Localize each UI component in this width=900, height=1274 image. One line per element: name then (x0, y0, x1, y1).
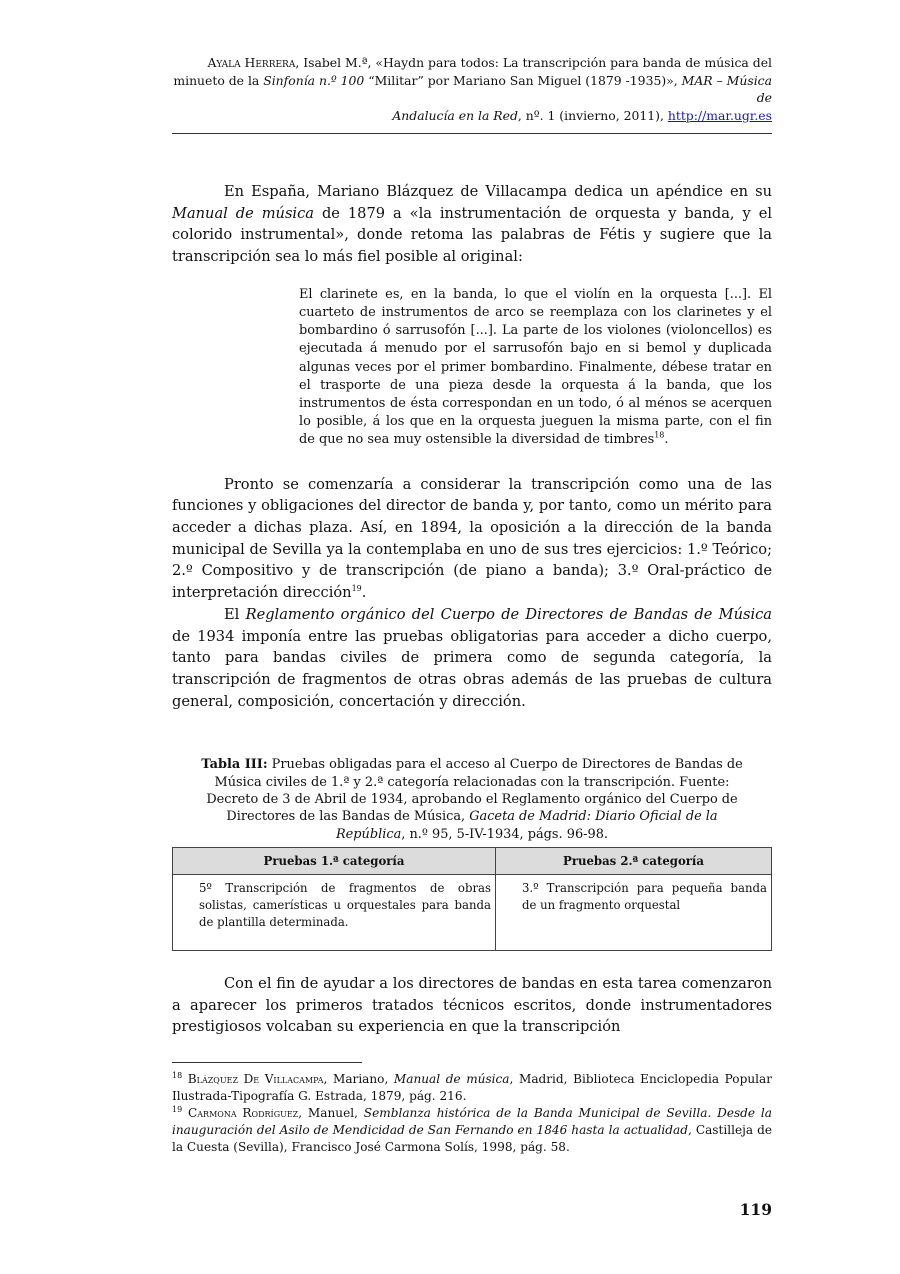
paragraph-4: Con el fin de ayudar a los directores de bandas en esta tarea comenzaron a aparecer los primeros tratados técnicos escritos, donde instrumentadores prestigiosos volcaban su experiencia en que la transcripción (172, 974, 772, 1036)
block-quote (299, 286, 772, 450)
paragraph-3-text: El (224, 605, 246, 623)
gaceta-title: Gaceta de Madrid: Diario Oficial de la República (335, 809, 718, 842)
caption-text: Pruebas obligadas para el acceso al Cuerpo de Directores de Bandas de Música civiles de 1.ª y 2.ª categoría relacionadas con la transcripción. Fuente: Decreto de 3 de Abril de 1934, aprobando el Reglamento orgánico del Cuerpo de Directores de las Bandas de Música, (206, 757, 743, 825)
table-header-row (173, 847, 772, 874)
header-line2: minueto de la (173, 72, 264, 88)
header-line1: , Isabel M.ª, «Haydn para todos: La transcripción para banda de música del (295, 55, 772, 70)
table-row (173, 874, 772, 950)
header-link[interactable]: http://mar.ugr.es (667, 107, 772, 123)
header-author: Ayala Herrera (207, 55, 296, 70)
paragraph-3-text-cont: de 1934 imponía entre las pruebas obligatorias para acceder a dicho cuerpo, tanto para bandas civiles de primera como de segunda categoría, la transcripción de fragmentos de otras obras además de las pruebas de cultura general, composición, concertación y dirección. (172, 627, 772, 710)
table-header-cell: Pruebas 2.ª categoría (496, 847, 772, 874)
footnote-rule (172, 1062, 362, 1063)
page-content (172, 54, 772, 1156)
table-cell: 3.º Transcripción para pequeña banda de un fragmento orquestal (496, 874, 772, 950)
header-rule (172, 133, 772, 134)
footnote-19 (172, 1105, 772, 1156)
manual-title: Manual de música (172, 204, 314, 222)
paragraph-2-text: Pronto se comenzaría a considerar la transcripción como una de las funciones y obligaciones del director de banda y, por tanto, como un mérito para acceder a dichas plaza. Así, en 1894, la oposición a la dirección de la banda municipal de Sevilla ya la contemplaba en uno de sus tres ejercicios: 1.º Teórico; 2.º Compositivo y de transcripción (de piano a banda); 3.º Oral-práctico de interpretación dirección (172, 475, 772, 602)
footnote-ref-19[interactable]: 19 (351, 584, 362, 594)
header-line2-post: “Militar” por Mariano San Miguel (1879 -1935)», (364, 72, 682, 88)
footnote-author: Blázquez De Villacampa (182, 1071, 324, 1086)
footnote-text: , Castilleja de la Cuesta (Sevilla), Francisco José Carmona Solís, 1998, pág. 58. (172, 1123, 772, 1155)
footnote-author: Carmona Rodríguez (182, 1106, 299, 1121)
quote-text: El clarinete es, en la banda, lo que el violín en la orquesta [...]. El cuarteto de instrumentos de arco se reemplaza con los clarinetes y el bombardino ó sarrusofón [...]. La parte de los violones (violoncellos) es ejecutada á menudo por el sarrusofón bajo en si bemol y duplicada algunas veces por el primer bombardino. Finalmente, débese tratar en el trasporte de una pieza desde la orquesta á la banda, que los instrumentos de ésta correspondan en un todo, ó al ménos se acerquen lo posible, á los que en la orquesta jueguen la misma parte, con el fin de que no sea muy ostensible la diversidad de timbres (299, 286, 772, 448)
header-issue: , nº. 1 (invierno, 2011), (517, 107, 668, 123)
paragraph-3 (172, 604, 772, 713)
table-label: Tabla III: (201, 757, 268, 773)
footnote-ref-18[interactable]: 18 (654, 431, 665, 441)
reglamento-title: Reglamento orgánico del Cuerpo de Directores de Bandas de Música (245, 605, 772, 623)
paragraph-1-text-cont: de 1879 a «la instrumentación de orquesta y banda, y el colorido instrumental», donde retoma las palabras de Fétis y sugiere que la transcripción sea lo más fiel posible al original: (172, 204, 772, 266)
caption-text-cont: , n.º 95, 5-IV-1934, págs. 96-98. (401, 826, 609, 842)
footnote-text: , Manuel, (298, 1106, 364, 1121)
paragraph-2-end: . (361, 584, 367, 602)
footnote-title: Semblanza histórica de la Banda Municipal de Sevilla. Desde la inauguración del Asilo de Mendicidad de San Fernando en 1846 hasta la actualidad (172, 1106, 772, 1138)
header-sinfonia: Sinfonía n.º 100 (263, 72, 365, 88)
footnote-number: 19 (172, 1105, 183, 1115)
table-header-cell: Pruebas 1.ª categoría (173, 847, 496, 874)
paragraph-1 (172, 181, 772, 268)
paragraph-1-text: En España, Mariano Blázquez de Villacampa dedica un apéndice en su (224, 183, 772, 200)
table-cell: 5º Transcripción de fragmentos de obras solistas, camerísticas u orquestales para banda de plantilla determinada. (173, 874, 496, 950)
running-header (172, 54, 772, 124)
page-number: 119 (739, 1200, 772, 1219)
header-journal: MAR – Música de (681, 72, 772, 105)
header-journal-cont: Andalucía en la Red (392, 107, 518, 123)
footnote-title: Manual de música (393, 1071, 510, 1086)
footnote-18 (172, 1071, 772, 1105)
pruebas-table (172, 847, 772, 951)
paragraph-2 (172, 474, 772, 604)
footnote-number: 18 (172, 1070, 183, 1080)
quote-end: . (664, 432, 669, 448)
footnote-text: , Madrid, Biblioteca Enciclopedia Popular Ilustrada-Tipografía G. Estrada, 1879, pág. 216. (172, 1071, 772, 1104)
footnote-text: , Mariano, (323, 1071, 394, 1086)
table-caption (192, 756, 752, 842)
